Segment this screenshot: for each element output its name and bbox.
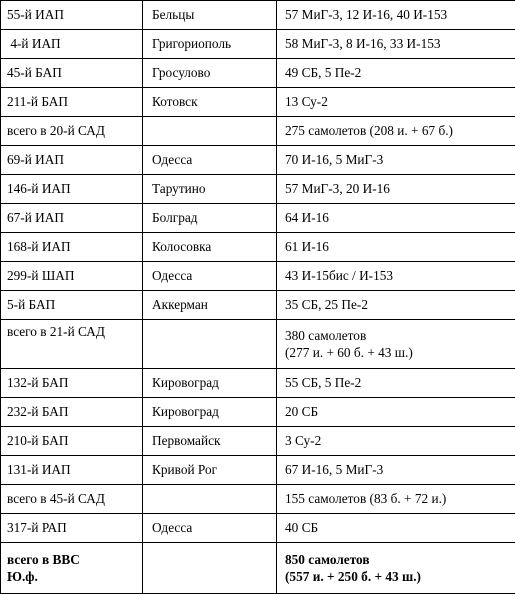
aircraft-cell: 40 СБ [277,514,515,543]
unit-cell: 5-й БАП [1,291,143,320]
table-row [1,456,515,485]
unit-cell: 55-й ИАП [1,1,143,30]
unit-cell: 131-й ИАП [1,456,143,485]
unit-cell: 67-й ИАП [1,204,143,233]
unit-cell: 299-й ШАП [1,262,143,291]
table-row [1,30,515,59]
unit-cell: 211-й БАП [1,88,143,117]
table-row [1,146,515,175]
unit-cell: 317-й РАП [1,514,143,543]
table-row [1,204,515,233]
aircraft-cell: 64 И-16 [277,204,515,233]
aircraft-cell [277,543,515,594]
aircraft-cell: 67 И-16, 5 МиГ-3 [277,456,515,485]
location-cell: Одесса [143,514,277,543]
unit-cell: всего в 45-й САД [1,485,143,514]
aircraft-cell: 13 Су-2 [277,88,515,117]
location-cell: Гросулово [143,59,277,88]
grand-total-row [1,543,515,594]
aircraft-cell: 61 И-16 [277,233,515,262]
subtotal-row [1,485,515,514]
location-cell: Аккерман [143,291,277,320]
location-cell [143,543,277,594]
location-cell: Кривой Рог [143,456,277,485]
unit-cell [1,543,143,594]
subtotal-row [1,320,515,369]
table-row [1,427,515,456]
aircraft-cell: 55 СБ, 5 Пе-2 [277,369,515,398]
table-row [1,175,515,204]
unit-cell: 210-й БАП [1,427,143,456]
unit-cell-text: всего в ВВС Ю.ф. [7,551,137,585]
table-row [1,1,515,30]
aircraft-cell-text: 850 самолетов (557 и. + 250 б. + 43 ш.) [285,551,510,585]
aircraft-cell: 35 СБ, 25 Пе-2 [277,291,515,320]
aircraft-cell: 155 самолетов (83 б. + 72 и.) [277,485,515,514]
table-row [1,88,515,117]
location-cell: Кировоград [143,369,277,398]
aircraft-cell: 275 самолетов (208 и. + 67 б.) [277,117,515,146]
table-row [1,291,515,320]
location-cell: Котовск [143,88,277,117]
location-cell: Одесса [143,262,277,291]
aircraft-cell: 57 МиГ-3, 12 И-16, 40 И-153 [277,1,515,30]
location-cell: Одесса [143,146,277,175]
location-cell: Бельцы [143,1,277,30]
unit-cell: 4-й ИАП [1,30,143,59]
aircraft-cell: 3 Су-2 [277,427,515,456]
table-row [1,233,515,262]
location-cell: Григориополь [143,30,277,59]
subtotal-row [1,117,515,146]
unit-cell: 232-й БАП [1,398,143,427]
aircraft-cell-text: 380 самолетов (277 и. + 60 б. + 43 ш.) [285,327,510,361]
unit-cell: всего в 21-й САД [1,320,143,369]
unit-cell: 69-й ИАП [1,146,143,175]
location-cell: Колосовка [143,233,277,262]
unit-cell: 146-й ИАП [1,175,143,204]
unit-cell: 45-й БАП [1,59,143,88]
location-cell: Первомайск [143,427,277,456]
table-row [1,59,515,88]
aircraft-cell: 43 И-15бис / И-153 [277,262,515,291]
table-row [1,514,515,543]
unit-cell: 132-й БАП [1,369,143,398]
location-cell: Тарутино [143,175,277,204]
unit-cell: всего в 20-й САД [1,117,143,146]
table-row [1,369,515,398]
aircraft-cell [277,320,515,369]
location-cell [143,117,277,146]
table-row [1,262,515,291]
aircraft-cell: 57 МиГ-3, 20 И-16 [277,175,515,204]
aircraft-cell: 20 СБ [277,398,515,427]
location-cell: Кировоград [143,398,277,427]
aircraft-cell: 58 МиГ-3, 8 И-16, 33 И-153 [277,30,515,59]
table-row [1,398,515,427]
location-cell: Болград [143,204,277,233]
aircraft-cell: 49 СБ, 5 Пе-2 [277,59,515,88]
unit-cell: 168-й ИАП [1,233,143,262]
location-cell [143,320,277,369]
location-cell [143,485,277,514]
aircraft-cell: 70 И-16, 5 МиГ-3 [277,146,515,175]
